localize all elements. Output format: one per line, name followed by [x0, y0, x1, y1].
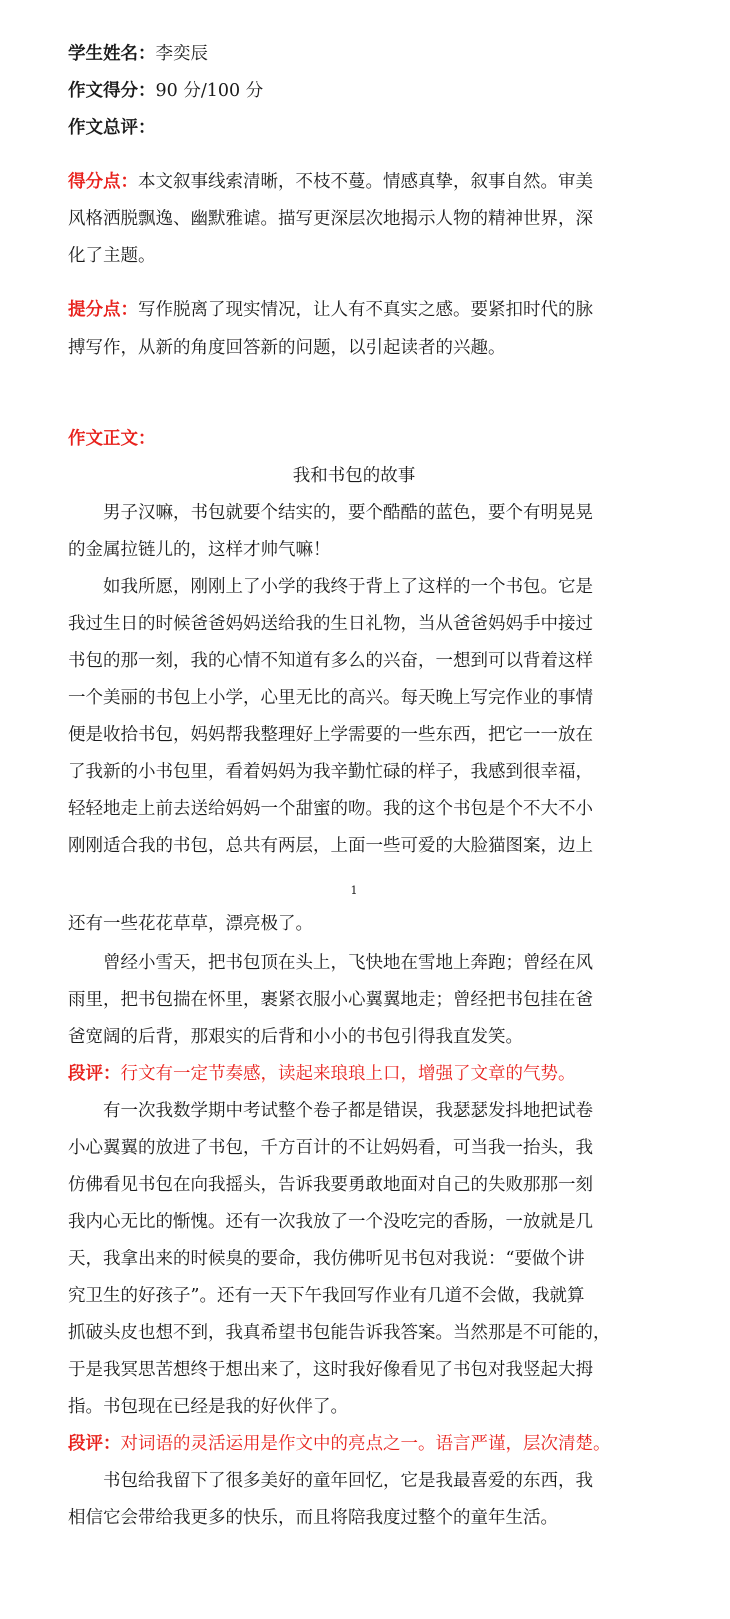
- para2-line-1: 如我所愿，刚刚上了小学的我终于背上了这样的一个书包。它是: [103, 577, 593, 597]
- strength-line-1: [68, 170, 593, 194]
- para2-line-2: 我过生日的时候爸爸妈妈送给我的生日礼物，当从爸爸妈妈手中接过: [68, 614, 593, 634]
- para3-line-1: 曾经小雪天，把书包顶在头上，飞快地在雪地上奔跑；曾经在风: [103, 953, 593, 973]
- para1-line-2: 的金属拉链儿的，这样才帅气嘛！: [68, 540, 331, 560]
- strength-line-2: 风格洒脱飘逸、幽默雅谑。描写更深层次地揭示人物的精神世界，深: [68, 209, 593, 229]
- improve-label: 提分点：: [68, 300, 138, 320]
- para3-line-2: 雨里，把书包揣在怀里，裹紧衣服小心翼翼地走；曾经把书包挂在爸: [68, 990, 593, 1010]
- para2-line-8: 刚刚适合我的书包，总共有两层，上面一些可爱的大脸猫图案，边上: [68, 836, 593, 856]
- para2-line-7: 轻轻地走上前去送给妈妈一个甜蜜的吻。我的这个书包是个不大不小: [68, 799, 593, 819]
- strength-text-1: 本文叙事线索清晰，不枝不蔓。情感真挚，叙事自然。审美: [138, 172, 593, 192]
- para4-line-5: 天，我拿出来的时候臭的要命，我仿佛听见书包对我说：“要做个讲: [68, 1249, 585, 1269]
- para4-line-6: 究卫生的好孩子”。还有一天下午我回写作业有几道不会做，我就算: [68, 1286, 585, 1306]
- essay-section-heading: [68, 427, 156, 451]
- essay-section-label: 作文正文：: [68, 429, 156, 449]
- para4-line-3: 仿佛看见书包在向我摇头，告诉我要勇敢地面对自己的失败那那一刻: [68, 1175, 593, 1195]
- improve-line-2: 搏写作，从新的角度回答新的问题，以引起读者的兴趣。: [68, 338, 506, 358]
- review-heading: [68, 116, 156, 140]
- score-row: [68, 79, 263, 103]
- essay-title: 我和书包的故事: [292, 466, 416, 486]
- student-name-row: [68, 42, 208, 66]
- score-label: 作文得分：: [68, 81, 156, 101]
- student-name-label: 学生姓名：: [68, 44, 156, 64]
- paragraph-comment-1: [68, 1062, 576, 1086]
- para4-line-7: 抓破头皮也想不到，我真希望书包能告诉我答案。当然那是不可能的，: [68, 1323, 611, 1343]
- para4-line-1: 有一次我数学期中考试整个卷子都是错误，我瑟瑟发抖地把试卷: [103, 1101, 593, 1121]
- para5-line-1: 书包给我留下了很多美好的童年回忆，它是我最喜爱的东西，我: [103, 1471, 593, 1491]
- comment2-label: 段评：: [68, 1434, 121, 1454]
- improve-line-1: [68, 298, 593, 322]
- score-value: 90 分/100 分: [155, 81, 264, 101]
- strength-line-3: 化了主题。: [68, 246, 156, 266]
- strength-label: 得分点：: [68, 172, 138, 192]
- para5-line-2: 相信它会带给我更多的快乐，而且将陪我度过整个的童年生活。: [68, 1508, 558, 1528]
- comment1-label: 段评：: [68, 1064, 121, 1084]
- comment1-text: 行文有一定节奏感，读起来琅琅上口，增强了文章的气势。: [120, 1064, 576, 1084]
- para4-line-4: 我内心无比的惭愧。还有一次我放了一个没吃完的香肠，一放就是几: [68, 1212, 593, 1232]
- para4-line-2: 小心翼翼的放进了书包，千方百计的不让妈妈看，可当我一抬头，我: [68, 1138, 593, 1158]
- para4-line-8: 于是我冥思苦想终于想出来了，这时我好像看见了书包对我竖起大拇: [68, 1360, 593, 1380]
- para1-line-1: 男子汉嘛，书包就要个结实的，要个酷酷的蓝色，要个有明晃晃: [103, 503, 593, 523]
- review-label: 作文总评：: [68, 118, 156, 138]
- comment2-text: 对词语的灵活运用是作文中的亮点之一。语言严谨，层次清楚。: [120, 1434, 611, 1454]
- page-number: 1: [350, 884, 358, 897]
- student-name-value: 李奕辰: [155, 44, 208, 64]
- para3-line-3: 爸宽阔的后背，那艰实的后背和小小的书包引得我直发笑。: [68, 1027, 523, 1047]
- paragraph-comment-2: [68, 1432, 611, 1456]
- para2-continued: 还有一些花花草草，漂亮极了。: [68, 914, 313, 934]
- para2-line-6: 了我新的小书包里，看着妈妈为我辛勤忙碌的样子，我感到很幸福，: [68, 762, 593, 782]
- para2-line-5: 便是收拾书包，妈妈帮我整理好上学需要的一些东西，把它一一放在: [68, 725, 593, 745]
- para2-line-4: 一个美丽的书包上小学，心里无比的高兴。每天晚上写完作业的事情: [68, 688, 593, 708]
- para2-line-3: 书包的那一刻，我的心情不知道有多么的兴奋，一想到可以背着这样: [68, 651, 593, 671]
- para4-line-9: 指。书包现在已经是我的好伙伴了。: [68, 1397, 348, 1417]
- improve-text-1: 写作脱离了现实情况，让人有不真实之感。要紧扣时代的脉: [138, 300, 593, 320]
